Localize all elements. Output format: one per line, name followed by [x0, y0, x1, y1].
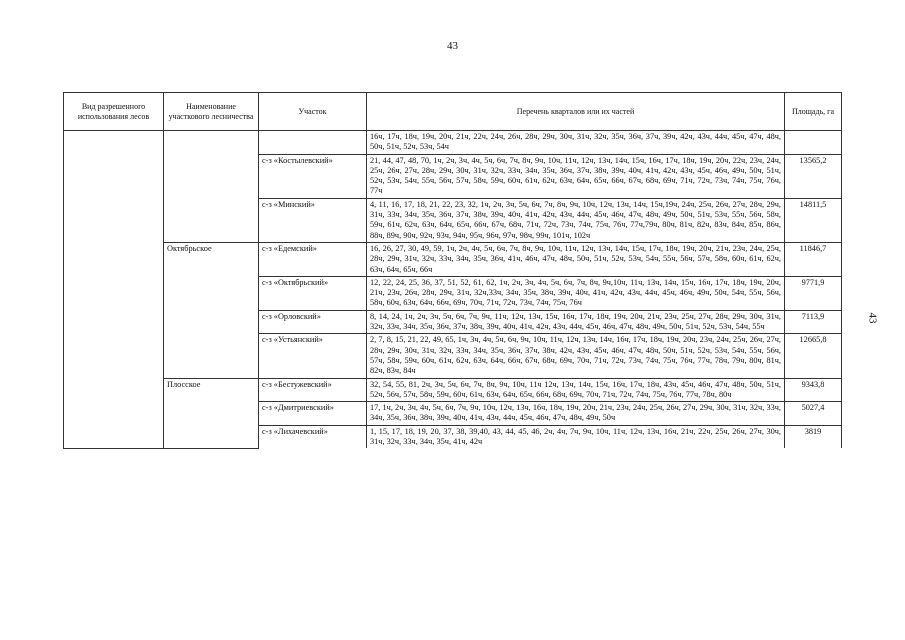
header-section: Участок	[259, 93, 367, 131]
section-cell: с-з «Лихачевский»	[259, 425, 367, 448]
header-area: Площадь, га	[785, 93, 842, 131]
section-cell: с-з «Устьянский»	[259, 334, 367, 378]
section-cell: с-з «Костылевский»	[259, 154, 367, 198]
area-cell: 9771,9	[785, 276, 842, 310]
quarters-cell: 32, 54, 55, 81, 2ч, 3ч, 5ч, 6ч, 7ч, 8ч, 9ч, 10ч, 11ч 12ч, 13ч, 14ч, 15ч, 16ч, 17ч, 18ч, 43ч, 45ч, 46ч, 47ч, 48ч, 50ч, 51ч, 52ч, 56ч, 57ч, 58ч, 59ч, 60ч, 61ч, 63ч, 64ч, 65ч, 66ч, 68ч, 69ч, 70ч, 71ч, 72ч, 74ч, 75ч, 76ч, 77ч, 78ч, 80ч	[367, 378, 785, 402]
area-cell: 9343,8	[785, 378, 842, 402]
header-quarters: Перечень кварталов или их частей	[367, 93, 785, 131]
table-row	[64, 131, 842, 155]
section-cell: с-з «Дмитриевский»	[259, 402, 367, 426]
forest-use-table	[63, 92, 842, 449]
quarters-cell: 4, 11, 16, 17, 18, 21, 22, 23, 32, 1ч, 2ч, 3ч, 5ч, 6ч, 7ч, 8ч, 9ч, 10ч, 12ч, 13ч, 14ч, 15ч,19ч, 24ч, 25ч, 26ч, 27ч, 28ч, 29ч, 31ч, 33ч, 34ч, 35ч, 36ч, 37ч, 38ч, 39ч, 40ч, 41ч, 42ч, 43ч, 44ч, 45ч, 46ч, 47ч, 48ч, 49ч, 50ч, 51ч, 53ч, 55ч, 56ч, 58ч, 59ч, 61ч, 62ч, 63ч, 64ч, 65ч, 66ч, 67ч, 68ч, 71ч, 72ч, 73ч, 74ч, 75ч, 76ч, 77ч,79ч, 80ч, 81ч, 82ч, 83ч, 84ч, 85ч, 86ч, 88ч, 89ч, 90ч, 92ч, 93ч, 94ч, 95ч, 96ч, 97ч, 98ч, 99ч, 101ч, 102ч	[367, 198, 785, 242]
table-header-row	[64, 93, 842, 131]
section-cell: с-з «Едемский»	[259, 242, 367, 276]
section-cell: с-з «Октябрьский»	[259, 276, 367, 310]
quarters-cell: 8, 14, 24, 1ч, 2ч, 3ч, 5ч, 6ч, 7ч, 9ч, 11ч, 12ч, 13ч, 15ч, 16ч, 17ч, 18ч, 19ч, 20ч, 21ч, 23ч, 25ч, 27ч, 28ч, 29ч, 30ч, 31ч, 32ч, 33ч, 34ч, 35ч, 36ч, 37ч, 38ч, 39ч, 40ч, 41ч, 42ч, 43ч, 44ч, 45ч, 46ч, 47ч, 48ч, 49ч, 50ч, 51ч, 52ч, 53ч, 54ч, 55ч	[367, 310, 785, 334]
section-cell: с-з «Бестужевский»	[259, 378, 367, 402]
page-number: 43	[447, 40, 458, 52]
header-use-type: Вид разрешенного использования лесов	[64, 93, 164, 131]
table-row	[64, 378, 842, 402]
use-type-cell	[64, 131, 164, 449]
forestry-cell: Плосское	[164, 378, 259, 448]
forestry-cell: Октябрьское	[164, 242, 259, 378]
quarters-cell: 1, 15, 17, 18, 19, 20, 37, 38, 39,40, 43, 44, 45, 46, 2ч, 4ч, 7ч, 9ч, 10ч, 11ч, 12ч, 13ч, 16ч, 21ч, 22ч, 25ч, 26ч, 27ч, 30ч, 31ч, 32ч, 33ч, 34ч, 35ч, 41ч, 42ч	[367, 425, 785, 448]
quarters-cell: 16, 26, 27, 30, 49, 59, 1ч, 2ч, 4ч, 5ч, 6ч, 7ч, 8ч, 9ч, 10ч, 11ч, 12ч, 13ч, 14ч, 15ч, 17ч, 18ч, 19ч, 20ч, 21ч, 23ч, 24ч, 25ч, 28ч, 29ч, 31ч, 32ч, 33ч, 34ч, 35ч, 36ч, 41ч, 46ч, 47ч, 48ч, 50ч, 51ч, 52ч, 53ч, 54ч, 55ч, 56ч, 57ч, 58ч, 60ч, 61ч, 62ч, 63ч, 64ч, 65ч, 66ч	[367, 242, 785, 276]
area-cell: 11846,7	[785, 242, 842, 276]
section-cell: с-з «Минский»	[259, 198, 367, 242]
table-row	[64, 242, 842, 276]
page-number-side: 43	[866, 312, 879, 324]
area-cell: 13565,2	[785, 154, 842, 198]
area-cell: 5027,4	[785, 402, 842, 426]
area-cell: 3819	[785, 425, 842, 448]
area-cell: 7113,9	[785, 310, 842, 334]
area-cell: 12665,8	[785, 334, 842, 378]
forestry-cell	[164, 131, 259, 243]
section-cell	[259, 131, 367, 155]
quarters-cell: 16ч, 17ч, 18ч, 19ч, 20ч, 21ч, 22ч, 24ч, 26ч, 28ч, 29ч, 30ч, 31ч, 32ч, 35ч, 36ч, 37ч, 39ч, 42ч, 43ч, 44ч, 45ч, 47ч, 48ч, 50ч, 51ч, 52ч, 53ч, 54ч	[367, 131, 785, 155]
quarters-cell: 17, 1ч, 2ч, 3ч, 4ч, 5ч, 6ч, 7ч, 9ч, 10ч, 12ч, 13ч, 16ч, 18ч, 19ч, 20ч, 21ч, 23ч, 24ч, 25ч, 26ч, 27ч, 29ч, 30ч, 31ч, 32ч, 33ч, 34ч, 35ч, 36ч, 38ч, 39ч, 40ч, 41ч, 43ч, 44ч, 45ч, 46ч, 47ч, 48ч, 49ч, 50ч	[367, 402, 785, 426]
quarters-cell: 12, 22, 24, 25, 36, 37, 51, 52, 61, 62, 1ч, 2ч, 3ч, 4ч, 5ч, 6ч, 7ч, 8ч, 9ч,10ч, 11ч, 13ч, 14ч, 15ч, 16ч, 17ч, 18ч, 19ч, 20ч, 21ч, 23ч, 26ч, 28ч, 29ч, 31ч, 32ч,33ч, 34ч, 35ч, 38ч, 39ч, 40ч, 41ч, 42ч, 43ч, 44ч, 45ч, 46ч, 49ч, 50ч, 54ч, 55ч, 56ч, 58ч, 60ч, 63ч, 64ч, 66ч, 69ч, 70ч, 71ч, 72ч, 73ч, 74ч, 75ч, 76ч	[367, 276, 785, 310]
area-cell	[785, 131, 842, 155]
quarters-cell: 2, 7, 8, 15, 21, 22, 49, 65, 1ч, 3ч, 4ч, 5ч, 6ч, 9ч, 10ч, 11ч, 12ч, 13ч, 14ч, 16ч, 17ч, 18ч, 19ч, 20ч, 23ч, 24ч, 25ч, 26ч, 27ч, 28ч, 29ч, 30ч, 31ч, 32ч, 33ч, 34ч, 35ч, 36ч, 37ч, 38ч, 42ч, 43ч, 45ч, 46ч, 47ч, 48ч, 50ч, 51ч, 52ч, 53ч, 54ч, 55ч, 56ч, 57ч, 58ч, 59ч, 60ч, 61ч, 62ч, 63ч, 64ч, 66ч, 67ч, 68ч, 69ч, 70ч, 71ч, 72ч, 73ч, 74ч, 75ч, 76ч, 77ч, 78ч, 79ч, 80ч, 81ч, 82ч, 83ч, 84ч	[367, 334, 785, 378]
quarters-cell: 21, 44, 47, 48, 70, 1ч, 2ч, 3ч, 4ч, 5ч, 6ч, 7ч, 8ч, 9ч, 10ч, 11ч, 12ч, 13ч, 14ч, 15ч, 16ч, 17ч, 18ч, 19ч, 20ч, 22ч, 23ч, 24ч, 25ч, 26ч, 27ч, 28ч, 29ч, 30ч, 31ч, 32ч, 33ч, 34ч, 35ч, 36ч, 37ч, 38ч, 39ч, 40ч, 41ч, 42ч, 43ч, 45ч, 46ч, 49ч, 50ч, 51ч, 52ч, 53ч, 54ч, 55ч, 56ч, 57ч, 58ч, 59ч, 60ч, 61ч, 62ч, 63ч, 64ч, 65ч, 66ч, 67ч, 68ч, 69ч, 71ч, 72ч, 73ч, 74ч, 75ч, 76ч, 77ч	[367, 154, 785, 198]
section-cell: с-з «Орловский»	[259, 310, 367, 334]
header-forestry: Наименование участкового лесничества	[164, 93, 259, 131]
area-cell: 14811,5	[785, 198, 842, 242]
